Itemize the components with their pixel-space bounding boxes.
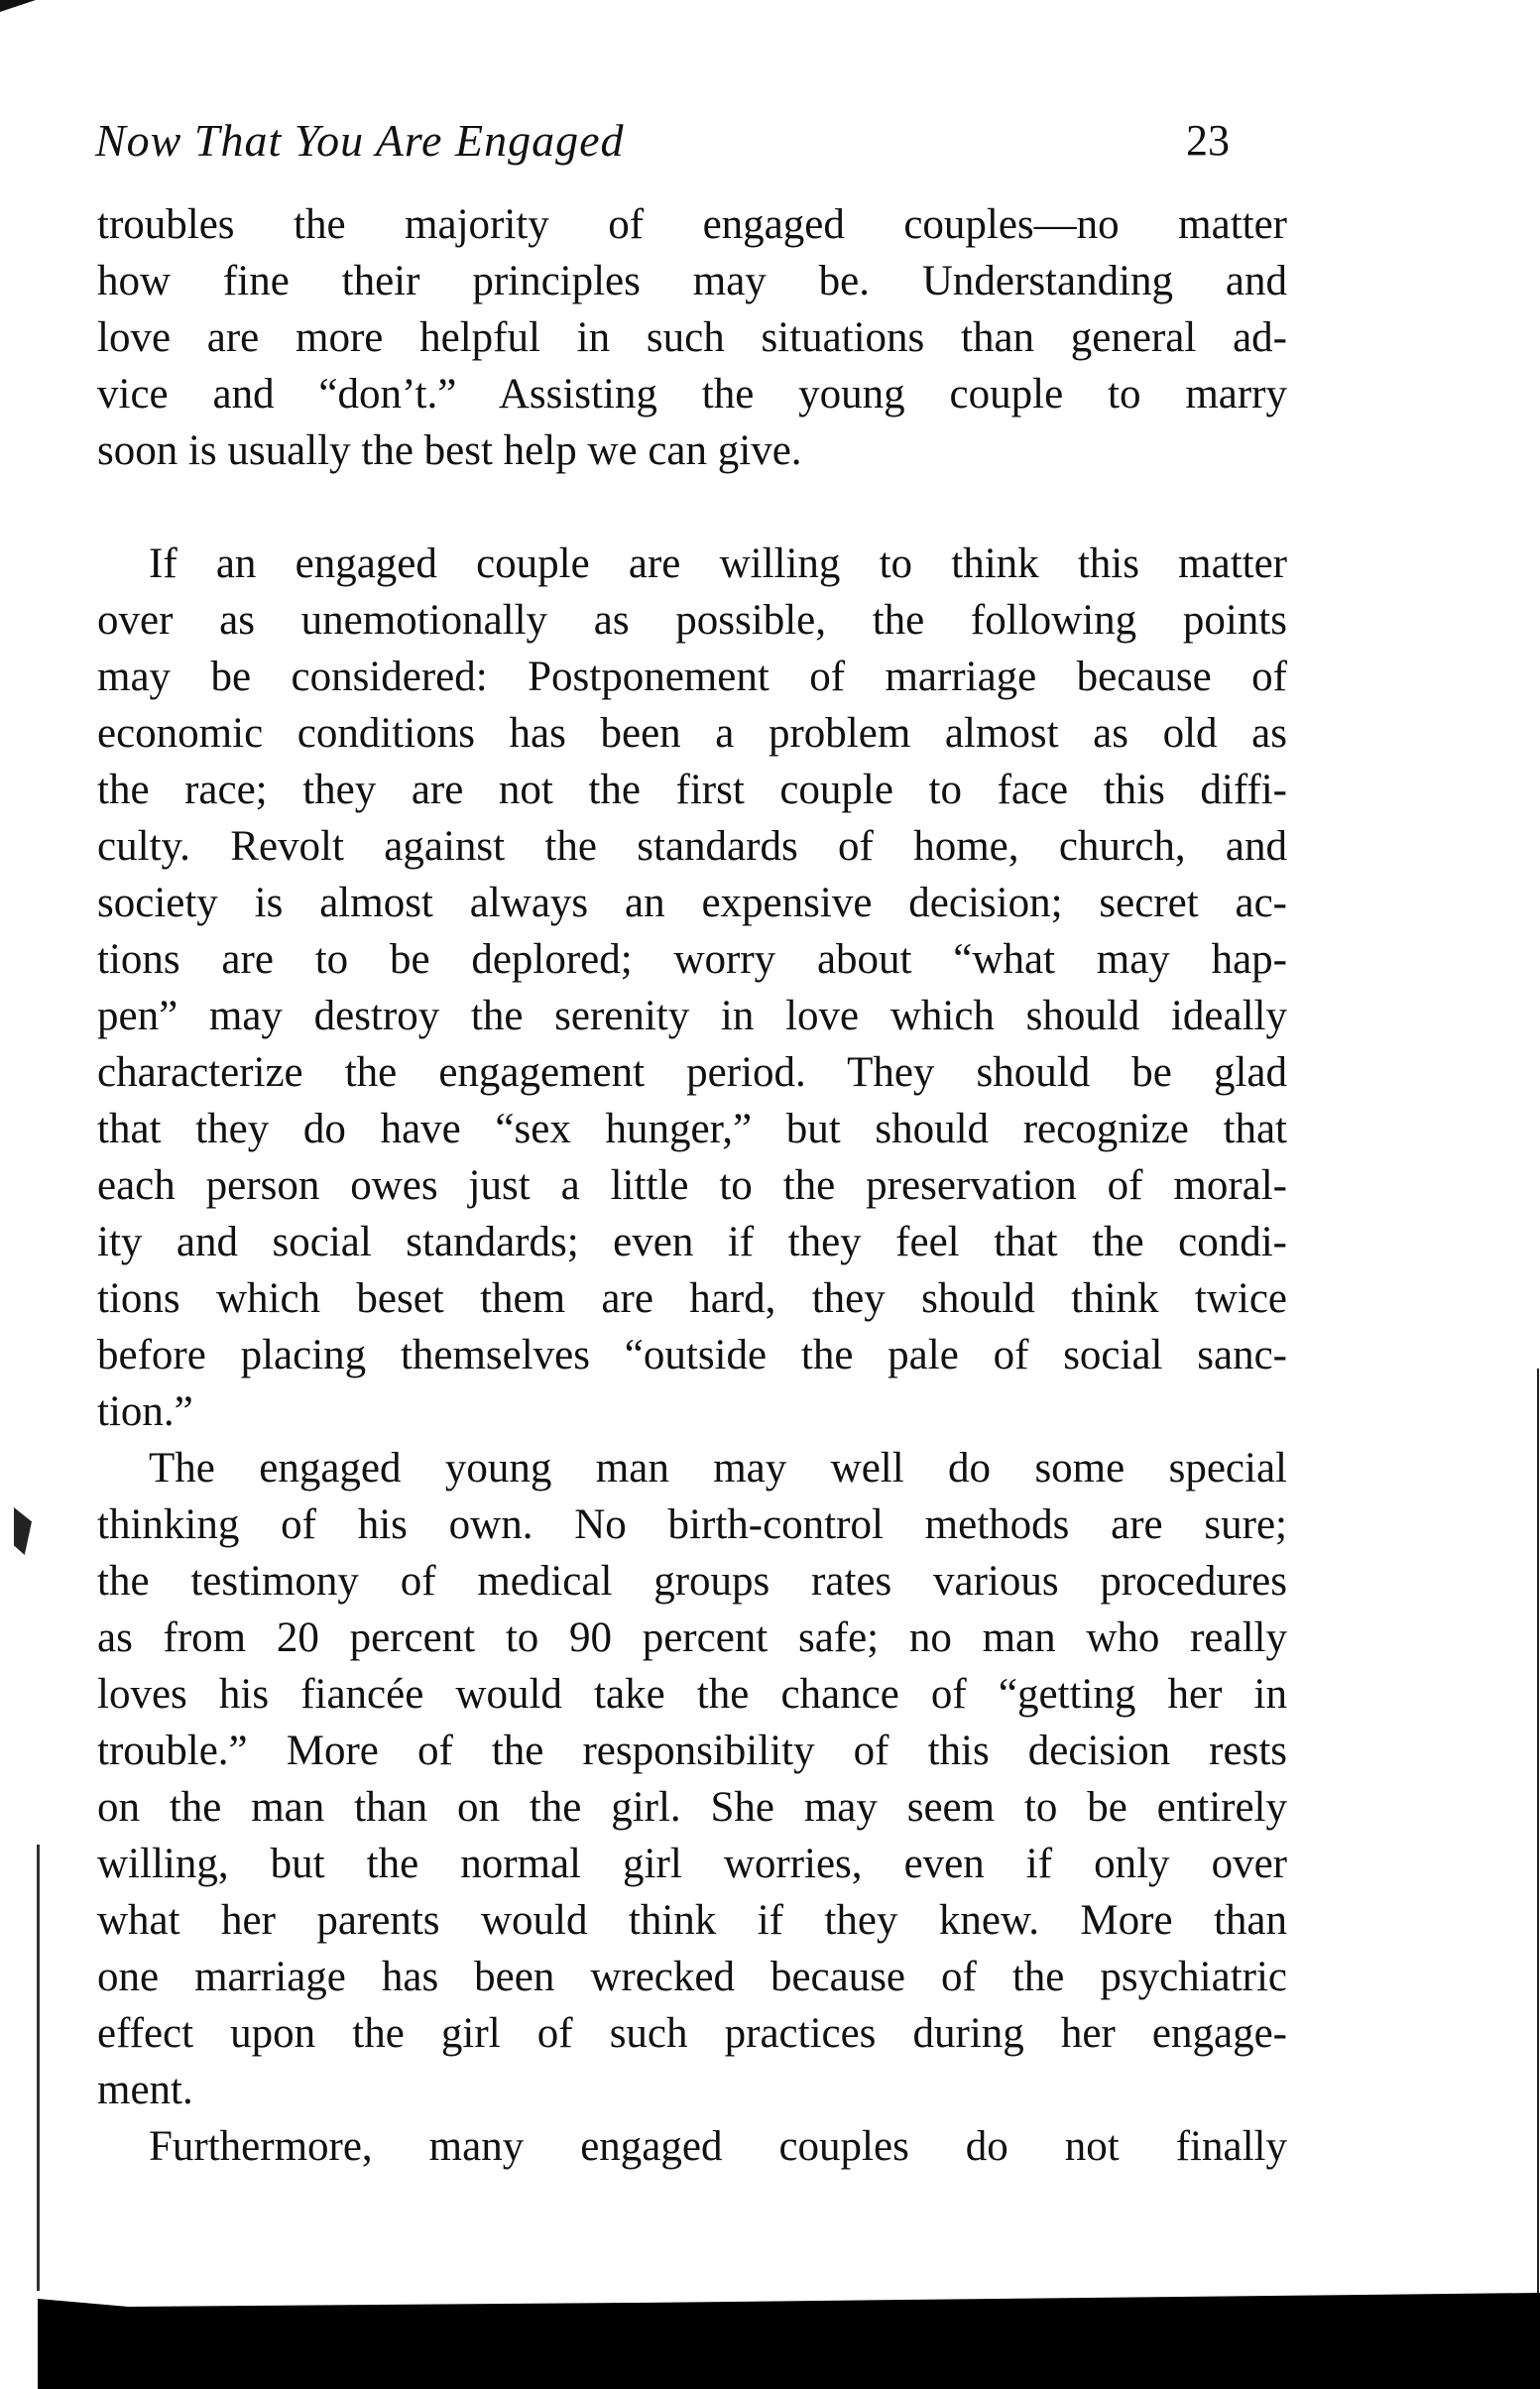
text-line: soon is usually the best help we can give. (97, 427, 802, 474)
text-line: over as unemotionally as possible, the following points (97, 597, 1287, 644)
text-line: troubles the majority of engaged couples—no matter (97, 201, 1287, 248)
text-line: on the man than on the girl. She may seem to be entirely (97, 1784, 1287, 1831)
text-line: before placing themselves “outside the pale of social sanc- (97, 1332, 1287, 1378)
text-line: one marriage has been wrecked because of the psychiatric (97, 1954, 1287, 2000)
text-line: loves his fiancée would take the chance of “getting her in (97, 1671, 1287, 1718)
text-line: tion.” (97, 1388, 193, 1435)
text-line: economic conditions has been a problem almost as old as (97, 710, 1287, 757)
text-line: tions which beset them are hard, they should think twice (97, 1275, 1287, 1322)
text-line: how fine their principles may be. Understanding and (97, 258, 1287, 304)
page-edge-left (37, 1845, 40, 2291)
text-line: trouble.” More of the responsibility of this decision rests (97, 1728, 1287, 1774)
text-line: society is almost always an expensive decision; secret ac- (97, 880, 1287, 926)
text-line: ment. (97, 2067, 193, 2113)
text-line: culty. Revolt against the standards of home, church, and (97, 823, 1287, 870)
page-edge-right (1537, 1369, 1539, 2301)
text-line: pen” may destroy the serenity in love which should ideally (97, 993, 1287, 1039)
text-line: thinking of his own. No birth-control methods are sure; (97, 1501, 1287, 1548)
text-line: the race; they are not the first couple to face this diffi- (97, 767, 1287, 813)
text-line: that they do have “sex hunger,” but should recognize that (97, 1106, 1287, 1152)
text-line: as from 20 percent to 90 percent safe; no man who really (97, 1614, 1287, 1661)
text-line: tions are to be deplored; worry about “what may hap- (97, 936, 1287, 983)
text-line: willing, but the normal girl worries, even if only over (97, 1841, 1287, 1887)
text-line: characterize the engagement period. They should be glad (97, 1049, 1287, 1096)
text-line: the testimony of medical groups rates various procedures (97, 1558, 1287, 1605)
running-title: Now That You Are Engaged (95, 115, 625, 166)
text-line: ity and social standards; even if they feel that the condi- (97, 1219, 1287, 1265)
scan-artifact-corner (0, 0, 36, 12)
scan-artifact-margin (14, 1507, 32, 1555)
page-number: 23 (1186, 116, 1230, 165)
text-line: Furthermore, many engaged couples do not finally (149, 2123, 1287, 2170)
text-line: effect upon the girl of such practices during her engage- (97, 2010, 1287, 2057)
text-line: love are more helpful in such situations than general ad- (97, 314, 1287, 361)
text-line: vice and “don’t.” Assisting the young couple to marry (97, 371, 1287, 418)
text-line: what her parents would think if they knew. More than (97, 1897, 1287, 1944)
text-line: may be considered: Postponement of marriage because of (97, 654, 1287, 700)
text-line: The engaged young man may well do some special (149, 1445, 1287, 1492)
text-line: each person owes just a little to the preservation of moral- (97, 1162, 1287, 1209)
text-line: If an engaged couple are willing to think this matter (149, 540, 1287, 587)
scan-bottom-shadow (38, 2293, 1540, 2389)
